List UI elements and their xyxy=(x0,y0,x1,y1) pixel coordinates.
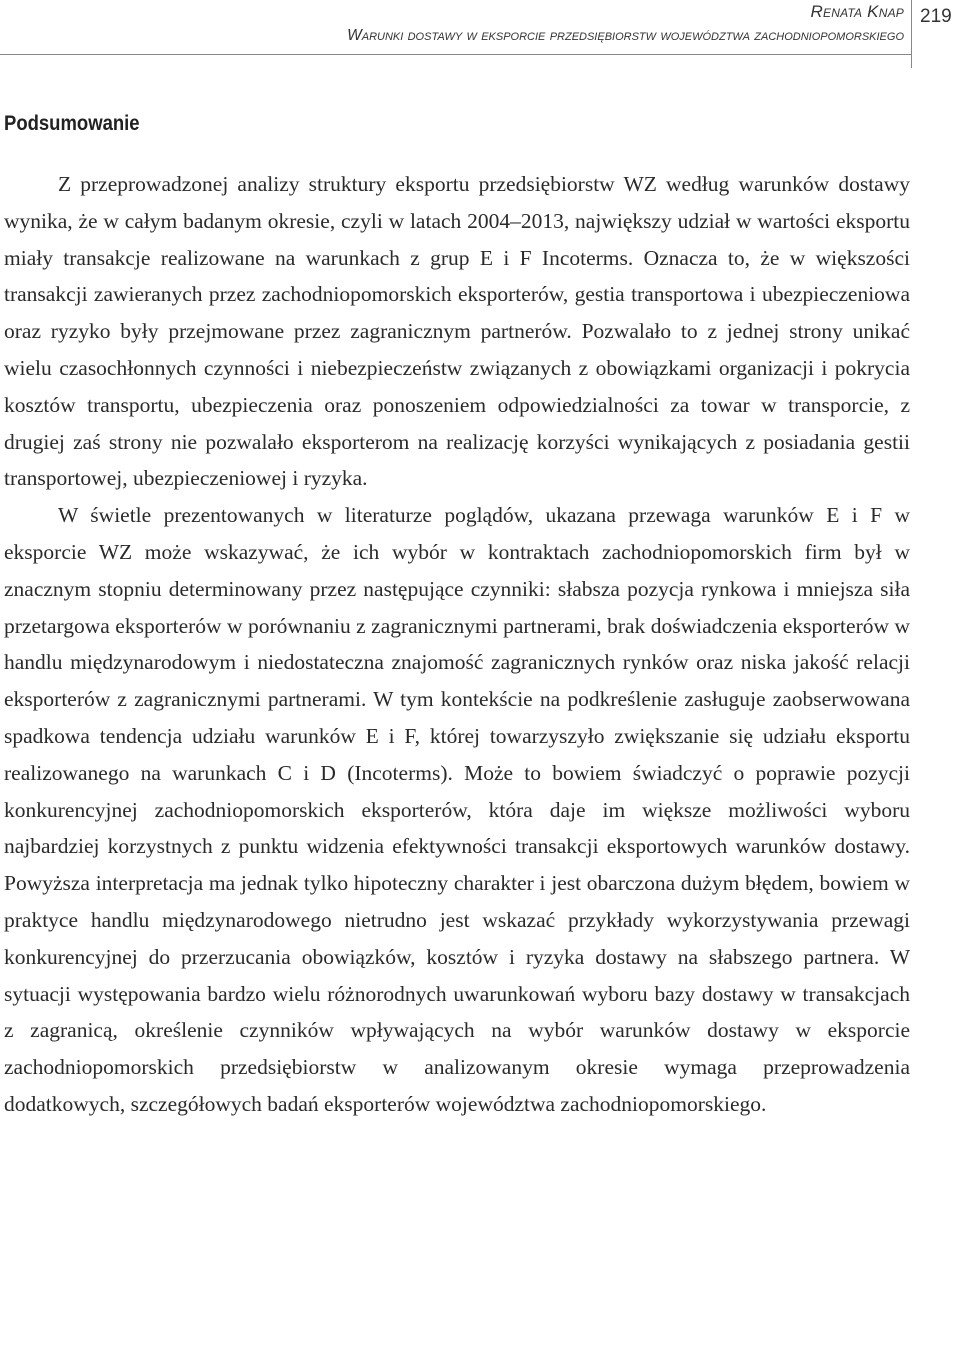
paragraph: W świetle prezentowanych w literaturze poglądów, ukazana przewaga warunków E i F w eksporcie WZ może wskazywać, że ich wybór w kontraktach zachodniopomorskich firm był w znacznym stopniu determinowany przez następujące czynniki: słabsza pozycja rynkowa i mniejsza siła przetargowa eksporterów w porównaniu z zagranicznymi partnerami, brak doświadczenia eksporterów w handlu międzynarodowym i niedostateczna znajomość zagranicznych rynków oraz niska jakość relacji eksporterów z zagranicznymi partnerami. W tym kontekście na podkreślenie zasługuje zaobserwowana spadkowa tendencja udziału warunków E i F, której towarzyszyło zwiększanie się udziału eksportu realizowanego na warunkach C i D (Incoterms). Może to bowiem świadczyć o poprawie pozycji konkurencyjnej zachodniopomorskich eksporterów, która daje im większe możliwości wyboru najbardziej korzystnych z punktu widzenia efektywności transakcji eksportowych warunków dostawy. Powyższa interpretacja ma jednak tylko hipoteczny charakter i jest obarczona dużym błędem, bowiem w praktyce handlu międzynarodowego nietrudno jest wskazać przykłady wykorzystywania przewagi konkurencyjnej do przerzucania obowiązków, kosztów i ryzyka dostawy na słabszego partnera. W sytuacji występowania bardzo wielu różnorodnych uwarunkowań wyboru bazy dostawy w transakcjach z zagranicą, określenie czynników wpływających na wybór warunków dostawy w eksporcie zachodniopomorskich przedsiębiorstw w analizowanym okresie wymaga przeprowadzenia dodatkowych, szczegółowych badań eksporterów województwa zachodniopomorskiego. xyxy=(4,503,910,1116)
header-author: Renata Knap xyxy=(810,2,904,21)
header-divider xyxy=(0,54,912,55)
paragraph: Z przeprowadzonej analizy struktury eksportu przedsiębiorstw WZ według warunków dostawy wynika, że w całym badanym okresie, czyli w latach 2004–2013, największy udział w wartości eksportu miały transakcje realizowane na warunkach z grup E i F Incoterms. Oznacza to, że w większości transakcji zawieranych przez zachodniopomorskich eksporterów, gestia transportowa i ubezpieczeniowa oraz ryzyko były przejmowane przez zagranicznym partnerów. Pozwalało to z jednej strony unikać wielu czasochłonnych czynności i niebezpieczeństw związanych z obowiązkami organizacji i pokrycia kosztów transportu, ubezpieczenia oraz ponoszeniem odpowiedzialności za towar w transporcie, z drugiej zaś strony nie pozwalało eksporterom na realizację korzyści wynikających z posiadania gestii transportowej, ubezpieczeniowej i ryzyka. xyxy=(4,172,910,491)
header-vertical-divider xyxy=(911,0,912,68)
body-text xyxy=(4,166,910,1123)
page-number: 219 xyxy=(920,6,952,27)
running-header xyxy=(0,0,960,72)
header-title: Warunki dostawy w eksporcie przedsiębiorstw województwa zachodniopomorskiego xyxy=(347,27,904,44)
section-heading: Podsumowanie xyxy=(4,112,140,135)
